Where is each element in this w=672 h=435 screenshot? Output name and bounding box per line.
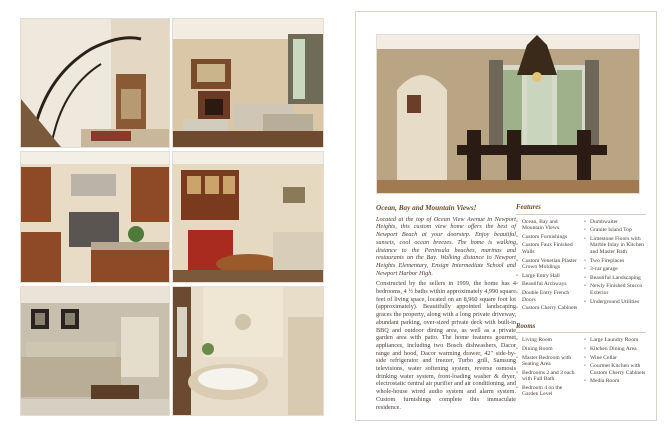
list-item: • Beautiful Archways <box>516 281 578 288</box>
list-item: • Dumbwaiter <box>584 219 646 226</box>
list-item: • Custom Venetian Plaster Crown Moldings <box>516 258 578 271</box>
family-room-photo <box>172 151 324 283</box>
rooms-heading: Rooms <box>516 324 646 334</box>
master-bath-photo <box>172 286 324 416</box>
features-sidebar <box>516 205 646 400</box>
list-item: • Double Entry French Doors <box>516 290 578 303</box>
list-item: • Ocean, Bay and Mountain Views <box>516 219 578 232</box>
intro-paragraph: Located at the top of Ocean View Avenue in Newport Heights, this custom view home offers the best of Newport Beach at your doorstep. Enjoy beautiful sunsets, cool ocean breezes. The home is walking distance to the Peninsula beaches, marinas and restaurants on the Bay. Walking distance to Newport Heights Elementary, Ensign Intermediate School and Newport Harbor High. <box>376 215 516 277</box>
list-item: • Custom Furnishings <box>516 234 578 241</box>
dining-room-photo <box>376 34 640 194</box>
description-column <box>376 205 516 414</box>
body-paragraph: Constructed by the sellers in 1999, the home has 4 bedrooms, 4 ½ baths within approximately 4,990 square feet of living space, located on an 8,960 square foot lot (approximately). Beautifully appointed landscaping graces the property, along with a long private driveway, abundant parking, over-sized private deck with built-in BBQ and outdoor dining area, as well as a private garden area with patio. The home features gourmet appliances, including two Bosch dishwashers, Dacor range and hood, Dacor warming drawer, 42" side-by-side refrigerator and freezer, Turbo grill, Samsung televisions, water softening system, reverse osmosis drinking water system, front-loading washer & dryer, electrostatic central air purifier and air conditioning, and whole-house wired audio system and alarm system. Custom furnishings complete this immaculate residence. <box>376 280 516 411</box>
list-item: • Gourmet Kitchen with Custom Cherry Cabinets <box>584 363 646 376</box>
list-item: • Newly Finished Stucco Exterior <box>584 283 646 296</box>
list-item: • Bedroom 4 on the Garden Level <box>516 385 578 398</box>
master-bedroom-photo <box>20 286 170 416</box>
staircase-photo <box>20 18 170 148</box>
list-item: • Beautiful Landscaping <box>584 275 646 282</box>
kitchen-photo <box>20 151 170 283</box>
list-item: • Large Entry Hall <box>516 273 578 280</box>
left-page <box>14 12 328 420</box>
list-item: • 3-car garage <box>584 266 646 273</box>
list-item: • Dining Room <box>516 346 578 353</box>
rooms-right-list <box>584 337 646 400</box>
list-item: • Living Room <box>516 337 578 344</box>
description-heading: Ocean, Bay and Mountain Views! <box>376 204 477 212</box>
list-item: • Custom Cherry Cabinets <box>516 305 578 312</box>
list-item: • Granite Island Top <box>584 227 646 234</box>
list-item: • Master Bedroom with Seating Area <box>516 355 578 368</box>
features-right-list <box>584 219 646 314</box>
list-item: • Wine Cellar <box>584 355 646 362</box>
list-item: • Bedrooms 2 and 3 each with Full Bath <box>516 370 578 383</box>
features-left-list <box>516 219 578 314</box>
list-item: • Media Room <box>584 378 646 385</box>
list-item: • Custom Faux Finished Walls <box>516 242 578 255</box>
list-item: • Large Laundry Room <box>584 337 646 344</box>
list-item: • Underground Utilities <box>584 299 646 306</box>
list-item: • Two Fireplaces <box>584 258 646 265</box>
living-room-photo <box>172 18 324 148</box>
list-item: • Limestone Floors with Marble Inlay in Kitchen and Master Bath <box>584 236 646 256</box>
features-heading: Features <box>516 205 646 215</box>
rooms-left-list <box>516 337 578 400</box>
right-page <box>356 12 656 420</box>
list-item: • Kitchen Dining Area <box>584 346 646 353</box>
